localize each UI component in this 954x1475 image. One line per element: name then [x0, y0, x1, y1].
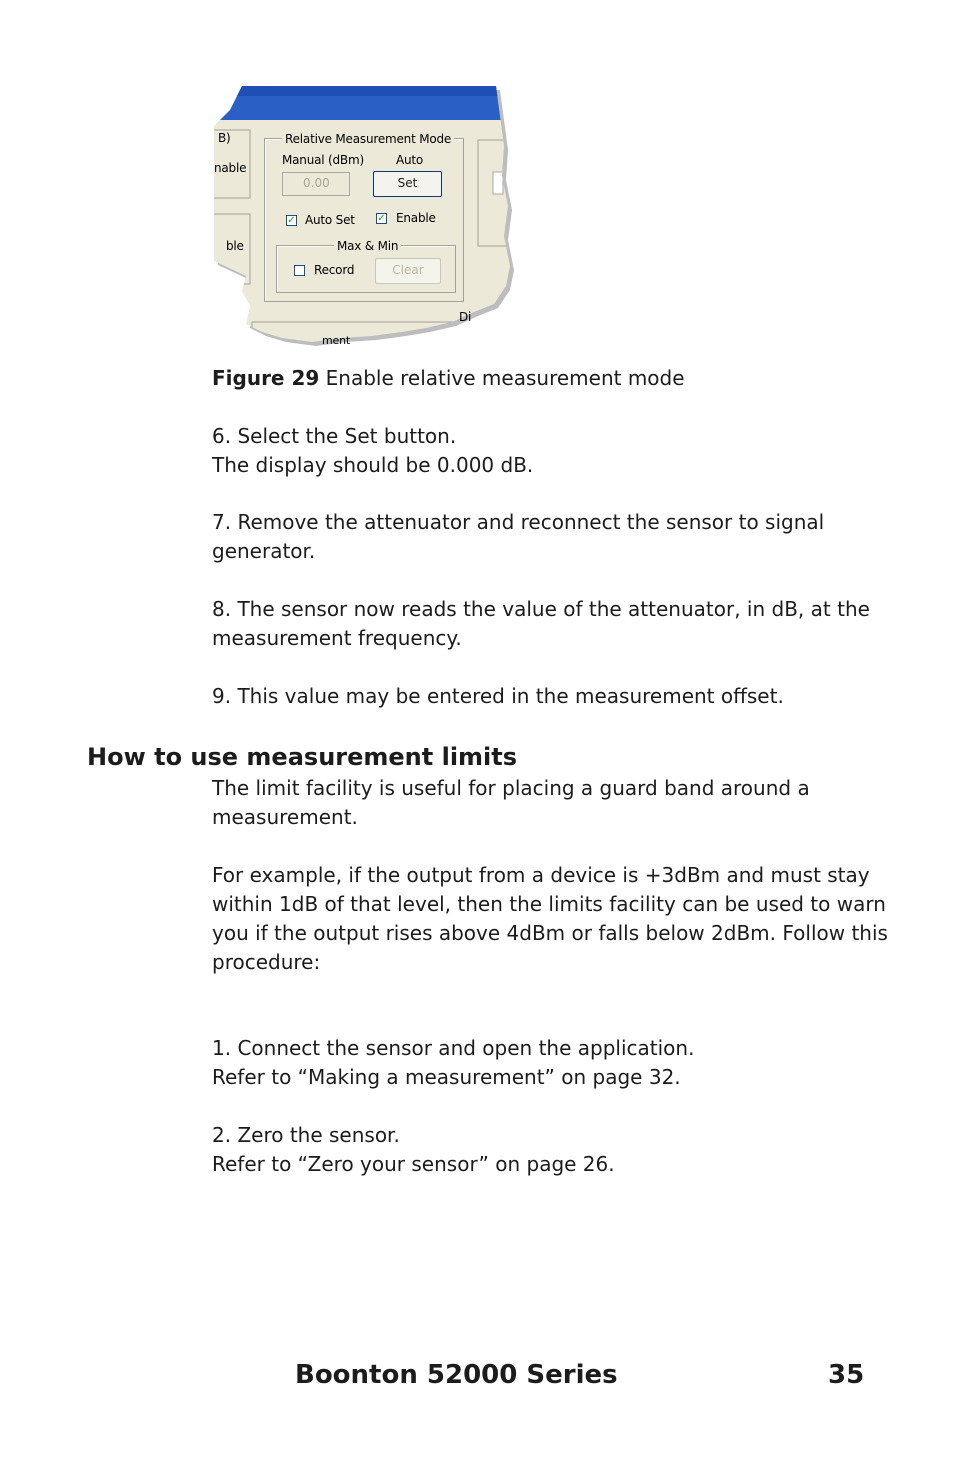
footer-title: Boonton 52000 Series	[295, 1360, 618, 1390]
record-label: Record	[314, 263, 355, 277]
left-fragment-2: nable	[214, 161, 247, 175]
bottom-fragment-1: Di	[459, 310, 472, 324]
auto-label: Auto	[396, 153, 424, 167]
step-7-line-1: 7. Remove the attenuator and reconnect the sensor to signal	[212, 510, 825, 534]
limits-step-1-ref: Refer to “Making a measurement” on page 32.	[212, 1065, 681, 1089]
step-6-line: 6. Select the Set button.	[212, 424, 457, 448]
left-fragment-3: ble	[226, 239, 244, 253]
example-line-1: For example, if the output from a device is +3dBm and must stay	[212, 863, 870, 887]
auto-set-label: Auto Set	[305, 213, 355, 227]
relative-measurement-mode-title: Relative Measurement Mode	[282, 132, 454, 146]
intro-line-1: The limit facility is useful for placing a guard band around a	[212, 776, 810, 800]
example-line-4: procedure:	[212, 950, 321, 974]
figure-caption-text: Enable relative measurement mode	[319, 366, 685, 390]
figure-29-screenshot	[212, 86, 516, 348]
step-8-line-2: measurement frequency.	[212, 626, 462, 650]
step-8-line-1: 8. The sensor now reads the value of the attenuator, in dB, at the	[212, 597, 870, 621]
record-checkbox[interactable]	[294, 265, 305, 276]
enable-checkbox[interactable]: ✓	[377, 213, 386, 224]
section-heading: How to use measurement limits	[87, 743, 518, 771]
limits-step-1: 1. Connect the sensor and open the application.	[212, 1036, 695, 1060]
clear-button[interactable]: Clear	[375, 258, 441, 284]
limits-step-2: 2. Zero the sensor.	[212, 1123, 400, 1147]
page-number: 35	[828, 1360, 865, 1390]
step-9-line: 9. This value may be entered in the measurement offset.	[212, 684, 784, 708]
set-button[interactable]: Set	[373, 171, 442, 197]
limits-step-2-ref: Refer to “Zero your sensor” on page 26.	[212, 1152, 615, 1176]
manual-dbm-label: Manual (dBm)	[282, 153, 364, 167]
max-min-title: Max & Min	[334, 239, 401, 253]
intro-line-2: measurement.	[212, 805, 358, 829]
enable-label: Enable	[396, 211, 436, 225]
auto-set-checkbox[interactable]: ✓	[287, 215, 296, 226]
step-6-note: The display should be 0.000 dB.	[212, 453, 534, 477]
step-7-line-2: generator.	[212, 539, 316, 563]
figure-caption	[212, 364, 685, 393]
figure-caption-label: Figure 29	[212, 366, 320, 390]
example-line-2: within 1dB of that level, then the limits facility can be used to warn	[212, 892, 886, 916]
example-line-3: you if the output rises above 4dBm or falls below 2dBm. Follow this	[212, 921, 888, 945]
bottom-fragment-2: ment	[322, 334, 350, 347]
manual-dbm-field[interactable]: 0.00	[282, 172, 350, 196]
left-fragment-1: B)	[218, 131, 231, 145]
